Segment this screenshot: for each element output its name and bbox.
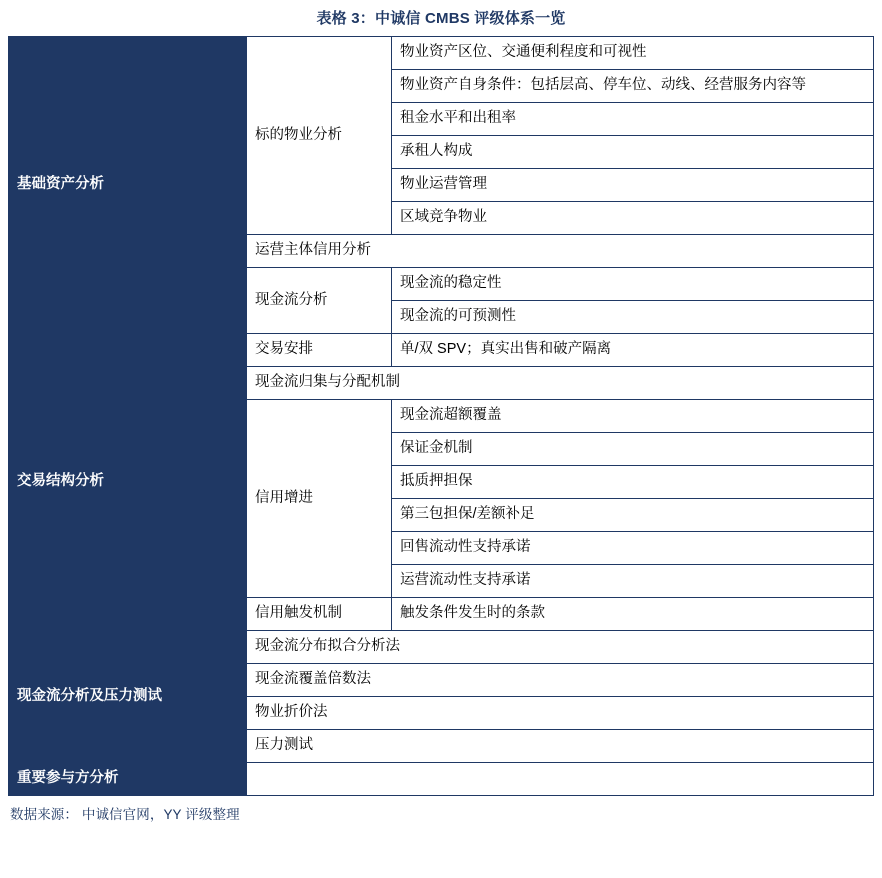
- subcategory-cell: 压力测试: [247, 730, 874, 763]
- detail-cell: 物业运营管理: [392, 169, 874, 202]
- table-row: [9, 631, 874, 664]
- subcategory-cell: [247, 763, 874, 796]
- detail-cell: 物业资产自身条件：包括层高、停车位、动线、经营服务内容等: [392, 70, 874, 103]
- subcategory-cell: 物业折价法: [247, 697, 874, 730]
- detail-cell: 运营流动性支持承诺: [392, 565, 874, 598]
- detail-cell: 第三包担保/差额补足: [392, 499, 874, 532]
- subcategory-cell: 标的物业分析: [247, 37, 392, 235]
- table-row: [9, 334, 874, 367]
- detail-cell: 单/双 SPV；真实出售和破产隔离: [392, 334, 874, 367]
- detail-cell: 回售流动性支持承诺: [392, 532, 874, 565]
- category-cell: 现金流分析及压力测试: [9, 631, 247, 763]
- table-row: [9, 37, 874, 70]
- detail-cell: 现金流超额覆盖: [392, 400, 874, 433]
- subcategory-cell: 现金流归集与分配机制: [247, 367, 874, 400]
- detail-cell: 承租人构成: [392, 136, 874, 169]
- table-title: 表格 3：中诚信 CMBS 评级体系一览: [316, 10, 566, 27]
- category-cell: 交易结构分析: [9, 334, 247, 631]
- source-note: 数据来源： 中诚信官网，YY 评级整理: [10, 807, 240, 823]
- detail-cell: 触发条件发生时的条款: [392, 598, 874, 631]
- detail-cell: 保证金机制: [392, 433, 874, 466]
- table-row: [9, 763, 874, 796]
- rating-system-table: [8, 36, 874, 796]
- detail-cell: 现金流的稳定性: [392, 268, 874, 301]
- detail-cell: 物业资产区位、交通便利程度和可视性: [392, 37, 874, 70]
- subcategory-cell: 信用触发机制: [247, 598, 392, 631]
- subcategory-cell: 现金流分布拟合分析法: [247, 631, 874, 664]
- detail-cell: 租金水平和出租率: [392, 103, 874, 136]
- subcategory-cell: 信用增进: [247, 400, 392, 598]
- detail-cell: 抵质押担保: [392, 466, 874, 499]
- subcategory-cell: 运营主体信用分析: [247, 235, 874, 268]
- detail-cell: 区域竞争物业: [392, 202, 874, 235]
- subcategory-cell: 现金流覆盖倍数法: [247, 664, 874, 697]
- category-cell: 重要参与方分析: [9, 763, 247, 796]
- detail-cell: 现金流的可预测性: [392, 301, 874, 334]
- subcategory-cell: 现金流分析: [247, 268, 392, 334]
- category-cell: 基础资产分析: [9, 37, 247, 334]
- subcategory-cell: 交易安排: [247, 334, 392, 367]
